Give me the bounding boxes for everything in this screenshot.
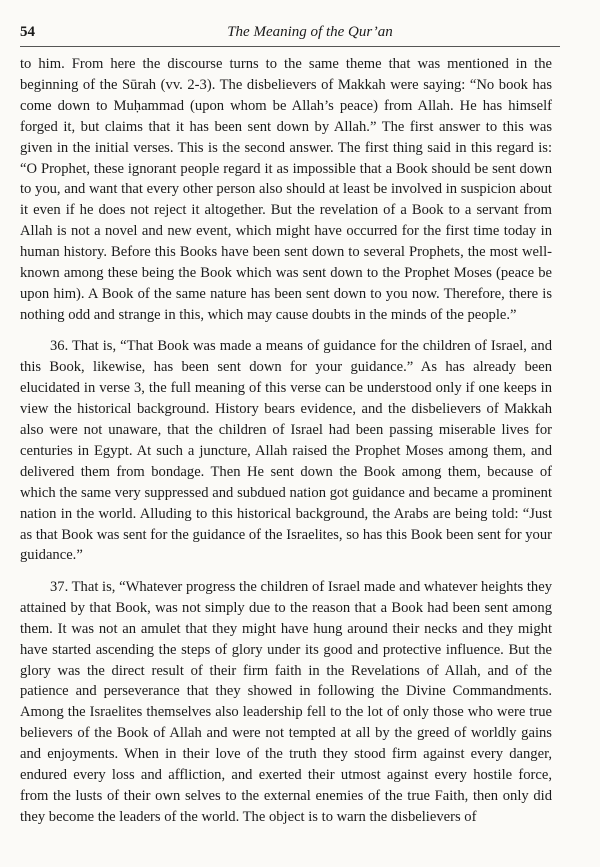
paragraph-continuation: to him. From here the discourse turns to the same theme that was mentioned in the beginning of the Sūrah (vv. 2-3). The disbelievers of Makkah were saying: “No book has come down to Muḥammad (upon whom be Allah’s peace) from Allah. He has himself forged it, but claims that it has been sent down by Allah.” The first answer to this was given in the initial verses. This is the second answer. The first thing said in this regard is: “O Prophet, these ignorant people regard it as impossible that a Book should be sent down to you, and want that every other person also should at least be involved in suspicion about it even if he does not reject it altogether. But the revelation of a Book to a servant from Allah is not a novel and new event, which might have occurred for the first time today in human history. Before this Books have been sent down to several Prophets, the most well-known among these being the Book which was sent down to the Prophet Moses (peace be upon him). A Book of the same nature has been sent down to you now. Therefore, there is nothing odd and strange in this, which may cause doubts in the minds of the people.” <box>20 56 552 323</box>
paragraph-note-36: 36. That is, “That Book was made a means of guidance for the children of Israel, and this Book, likewise, has been sent down for your guidance.” As has already been elucidated in verse 3, the full meaning of this verse can be understood only if one keeps in view the historical background. History bears evidence, and the disbelievers of Makkah also were not unaware, that the children of Israel had been passing miserable lives for centuries in Egypt. At such a juncture, Allah raised the Prophet Moses among them, and delivered them from bondage. Then He sent down the Book among them, because of which the same very suppressed and subdued nation got guidance and became a prominent nation in the world. Alluding to this historical background, the Arabs are being told: “Just as that Book was sent for the guidance of the Israelites, so has this Book been sent for your guidance.” <box>20 338 552 564</box>
page-number: 54 <box>20 24 35 40</box>
body-text <box>20 54 552 828</box>
paragraph-note-37: 37. That is, “Whatever progress the children of Israel made and whatever heights they attained by that Book, was not simply due to the reason that a Book had been sent among them. It was not an amulet that they might have hung around their necks and they might have started ascending the steps of glory under its good and protective influence. But the glory was the direct result of their firm faith in the Revelations of Allah, and of the patience and perseverance that they showed in following the Divine Commandments. Among the Israelites themselves also leadership fell to the lot of only those who were true believers of the Book of Allah and were not tempted at all by the greed of worldly gains and enjoyments. When in their love of the truth they stood firm against every danger, endured every loss and affliction, and exerted their utmost against every hostile force, from the lusts of their own selves to the external enemies of the true Faith, then only did they become the leaders of the world. The object is to warn the disbelievers of <box>20 578 552 825</box>
page-header <box>20 22 560 47</box>
running-title: The Meaning of the Qur’an <box>227 24 393 40</box>
